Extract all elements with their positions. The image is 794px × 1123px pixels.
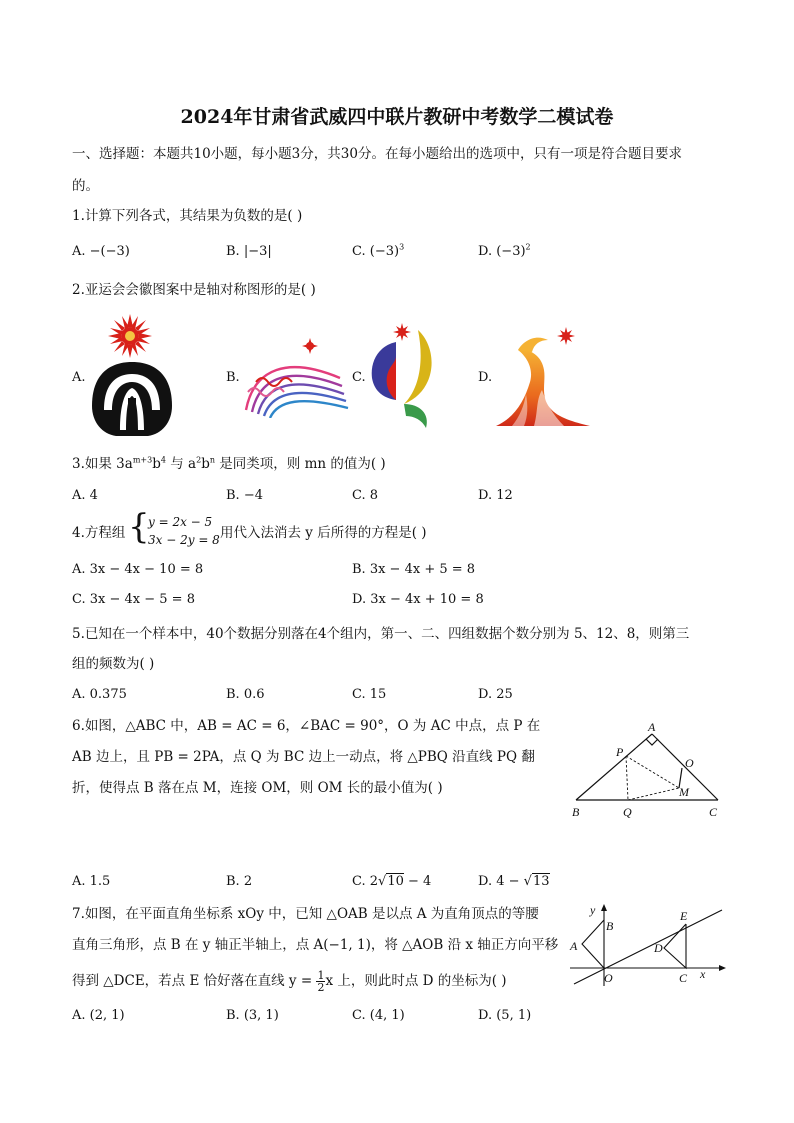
page-title: 2024年甘肃省武威四中联片教研中考数学二模试卷 xyxy=(180,106,614,128)
q7-label-x: x xyxy=(700,967,706,981)
q6-label-q: Q xyxy=(623,805,632,819)
q7-stem-line1: 7.如图，在平面直角坐标系 xOy 中，已知 △OAB 是以点 A 为直角顶点的等腰 xyxy=(72,906,539,922)
q6-option-c: C. 2√10 − 4 xyxy=(352,874,432,889)
emblem-b-image xyxy=(240,338,350,418)
q2-option-d: D. xyxy=(478,370,493,385)
q4-stem-prefix: 4.方程组 xyxy=(72,525,126,541)
q4-option-a: A. 3x − 4x − 10 = 8 xyxy=(72,562,204,577)
q6-option-a: A. 1.5 xyxy=(72,874,111,889)
q7-label-y: y xyxy=(590,903,596,917)
q2-option-b: B. xyxy=(226,370,240,385)
q4-system-brace: { xyxy=(128,507,150,547)
q7-label-b: B xyxy=(606,919,614,933)
q6-label-m: M xyxy=(679,785,689,799)
q4-stem-suffix: 用代入法消去 y 后所得的方程是( ) xyxy=(220,525,427,541)
q6-label-o: O xyxy=(685,756,694,770)
q4-option-b: B. 3x − 4x + 5 = 8 xyxy=(352,562,476,577)
q1-option-c: C. $(-3)^3$ xyxy=(352,242,405,259)
q2-option-c: C. xyxy=(352,370,366,385)
q7-label-a: A xyxy=(570,939,578,953)
q6-label-c: C xyxy=(709,805,718,819)
q6-label-a: A xyxy=(648,720,656,734)
emblem-c-image xyxy=(368,320,438,430)
q1-option-a: A. −(−3) xyxy=(72,244,130,259)
q7-fraction: $\frac{1}{2}$ xyxy=(317,969,325,994)
q7-label-c: C xyxy=(679,971,688,985)
q5-stem-line2: 组的频数为( ) xyxy=(72,656,155,672)
q5-option-c: C. 15 xyxy=(352,687,387,702)
q3-option-d: D. 12 xyxy=(478,488,513,503)
q7-option-d: D. (5, 1) xyxy=(478,1008,532,1023)
q6-stem-line2: AB 边上，且 PB = 2PA，点 Q 为 BC 边上一动点，将 △PBQ 沿直线 PQ 翻 xyxy=(72,749,535,765)
q4-equation-2: 3x − 2y = 8 xyxy=(148,533,220,547)
q7-coordinate-figure xyxy=(566,898,730,990)
q6-label-p: P xyxy=(616,745,624,759)
q5-option-d: D. 25 xyxy=(478,687,513,702)
q6-stem-line3: 折，使得点 B 落在点 M，连接 OM，则 OM 长的最小值为( ) xyxy=(72,780,443,796)
q6-label-b: B xyxy=(572,805,580,819)
q5-stem-line1: 5.已知在一个样本中，40个数据分别落在4个组内，第一、二、四组数据个数分别为 5、12、8，则第三 xyxy=(72,626,690,642)
q3-option-b: B. −4 xyxy=(226,488,263,503)
q7-label-o: O xyxy=(604,971,613,985)
q7-option-a: A. (2, 1) xyxy=(72,1008,125,1023)
q4-equation-1: y = 2x − 5 xyxy=(148,515,213,529)
q7-label-d: D xyxy=(654,941,663,955)
q7-option-c: C. (4, 1) xyxy=(352,1008,405,1023)
q3-option-a: A. 4 xyxy=(72,488,98,503)
q4-option-d: D. 3x − 4x + 10 = 8 xyxy=(352,592,484,607)
q6-stem-line1: 6.如图，△ABC 中，AB = AC = 6，∠BAC = 90°，O 为 AC 中点，点 P 在 xyxy=(72,718,541,734)
q1-option-d: D. $(-3)^2$ xyxy=(478,242,531,259)
q4-option-c: C. 3x − 4x − 5 = 8 xyxy=(72,592,195,607)
q6-option-d: D. 4 − √13 xyxy=(478,874,550,889)
q7-stem-line2: 直角三角形，点 B 在 y 轴正半轴上，点 A(−1, 1)，将 △AOB 沿 x 轴正方向平移 xyxy=(72,937,559,953)
emblem-a-image xyxy=(88,312,180,438)
q1-option-b: B. |−3| xyxy=(226,244,272,259)
q2-option-a: A. xyxy=(72,370,86,385)
q7-option-b: B. (3, 1) xyxy=(226,1008,279,1023)
q6-triangle-figure xyxy=(566,716,728,822)
q2-stem: 2.亚运会会徽图案中是轴对称图形的是( ) xyxy=(72,282,316,298)
q3-option-c: C. 8 xyxy=(352,488,379,503)
q6-option-b: B. 2 xyxy=(226,874,253,889)
section-instructions-line2: 的。 xyxy=(72,178,99,194)
emblem-d-image xyxy=(494,322,594,430)
q7-stem-line3: 得到 △DCE，若点 E 恰好落在直线 y = $\frac{1}{2}$ x 上，则此时点 D 的坐标为( ) xyxy=(72,969,507,994)
q3-stem: 3.如果 $3a^{m+3}b^4$ 与 $a^2b^n$ 是同类项，则 mn 的值为( ) xyxy=(72,455,386,472)
q1-stem: 1.计算下列各式，其结果为负数的是( ) xyxy=(72,208,303,224)
q5-option-a: A. 0.375 xyxy=(72,687,127,702)
q7-label-e: E xyxy=(680,909,688,923)
section-instructions-line1: 一、选择题：本题共10小题，每小题3分，共30分。在每小题给出的选项中，只有一项是符合题目要求 xyxy=(72,146,682,162)
q5-option-b: B. 0.6 xyxy=(226,687,265,702)
